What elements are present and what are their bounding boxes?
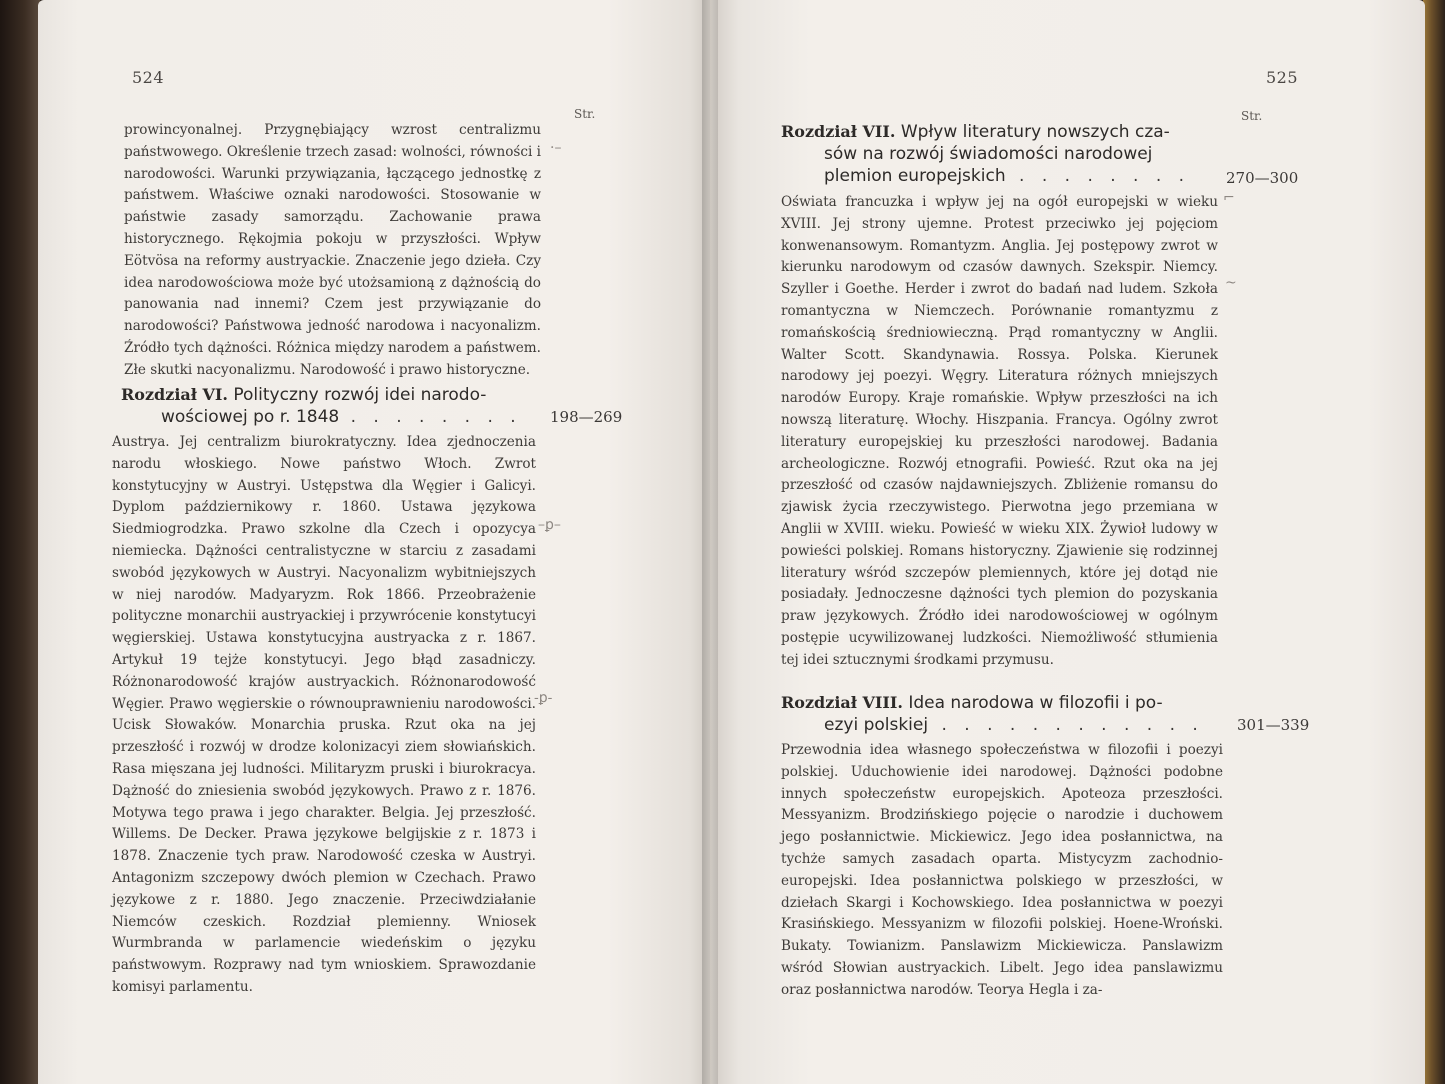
margin-pencil-mark: ·–	[550, 140, 562, 156]
chapter-7-text: Oświata francuzka i wpływ jej na ogół europejski w wieku XVIII. Jej strony ujemne. Protest przeciwko jej pojęciom konwenansowym. Romantyzm. Anglia. Jej postępowy zwrot w kierunku narodowym od czasów dawnych. Szekspir. Niemcy. Szyller i Goethe. Herder i zwrot do badań nad ludem. Szkoła romantyczna w Niemczech. Porównanie romantyzmu z romańskością średniowieczną. Prąd romantyczny w Anglii. Walter Scott. Skandynawia. Rossya. Polska. Kierunek narodowy jej poezyi. Węgry. Literatura różnych mniejszych narodów Europy. Kraje romańskie. Wpływ przeszłości na ich nowszą literaturę. Włochy. Hiszpania. Francya. Ogólny zwrot literatury europejskiej ku przeszłości narodowej. Badania archeologiczne. Rozwój etnografii. Powieść. Rzut oka na jej przeszłość od czasów najdawniejszych. Zbliżenie romansu do zjawisk życia rzeczywistego. Pierwotna jego przemiana w Anglii w XVIII. wieku. Powieść w wieku XIX. Żywioł ludowy w powieści polskiej. Romans historyczny. Zjawienie się rodzinnej literatury wśród szczepów plemiennych, które jej dotąd nie posiadały. Jednoczesne dążności tych plemion do pozyskania praw językowych. Źródło idei narodowościowej w ogólnym postępie ucywilizowanej ludzkości. Niemożliwość stłumienia tej idei sztucznymi środkami przymusu.	[781, 194, 1218, 668]
chapter-7-title-line2: sów na rozwój świadomości narodowej	[824, 144, 1153, 164]
chapter-7-heading	[781, 121, 1190, 187]
chapter-6-pages: 198—269	[550, 408, 623, 426]
left-str-label: Str.	[574, 107, 596, 121]
chapter-8-title-line1: Idea narodowa w filozofii i po-	[908, 693, 1163, 713]
chapter-8-label: Rozdział VIII.	[781, 693, 903, 712]
right-page-number: 525	[1266, 68, 1299, 87]
chapter-7-paragraph	[781, 192, 1218, 672]
margin-pencil-mark: ~	[1225, 275, 1237, 291]
right-page	[710, 0, 1425, 1084]
left-intro-paragraph	[124, 120, 541, 382]
chapter-7-title-line3: plemion europejskich	[824, 166, 1006, 186]
chapter-8-title-line2: ezyi polskiej	[824, 715, 929, 735]
chapter-6-text: Austrya. Jej centralizm biurokratyczny. Idea zjednoczenia narodu włoskiego. Nowe państwo Włoch. Zwrot konstytucyjny w Austryi. Ustępstwa dla Węgier i Galicyi. Dyplom październikowy r. 1860. Ustawa językowa Siedmiogrodzka. Prawo szkolne dla Czech i opozycya niemiecka. Dążności centralistyczne w starciu z zasadami swobód językowych w Austryi. Nacyonalizm wybitniejszych w niej narodów. Madyaryzm. Rok 1866. Przeobrażenie polityczne monarchii austryackiej i przywrócenie konstytucyi węgierskiej. Ustawa konstytucyjna austryacka z r. 1867. Artykuł 19 tejże konstytucyi. Jego błąd zasadniczy. Różnonarodowość krajów austryackich. Różnonarodowość Węgier. Prawo węgierskie o równouprawnieniu narodowości. Ucisk Słowaków. Monarchia pruska. Rzut oka na jej przeszłość i rozwój w drodze kolonizacyi ziem słowiańskich. Rasa mięszana jej ludności. Militaryzm pruski i biurokracya. Dążność do zniesienia swobód językowych. Prawo z r. 1876. Motywa tego prawa i jego charakter. Belgia. Jej przeszłość. Willems. De Decker. Prawa językowe belgijskie z r. 1873 i 1878. Znaczenie tych praw. Narodowość czeska w Austryi. Antagonizm szczepowy dwóch plemion w Czechach. Prawo językowe z r. 1880. Jego znaczenie. Przeciwdziałanie Niemców czeskich. Rozdział plemienny. Wniosek Wurmbranda w parlamencie wiedeńskim o języku państwowym. Rozprawy nad tym wnioskiem. Sprawozdanie komisyi parlamentu.	[112, 434, 536, 995]
chapter-8-text: Przewodnia idea własnego społeczeństwa w filozofii i poezyi polskiej. Uduchowienie idei narodowej. Dążności podobne innych społeczeństw europejskich. Apoteoza przeszłości. Messyanizm. Brodzińskiego pojęcie o narodzie i duchowem jego posłannictwie. Mickiewicz. Jego idea posłannictwa, na tychże samych zasadach oparta. Mistycyzm zachodnio-europejski. Idea posłannictwa polskiego w przeszłości, w dziełach Skargi i Kochowskiego. Idea posłannictwa w poezyi Krasińskiego. Messyanizm w filozofii polskiej. Hoene-Wroński. Bukaty. Towianizm. Panslawizm Mickiewicza. Panslawizm wśród Słowian austryackich. Libelt. Jego idea panslawizmu oraz posłannictwa narodów. Teorya Hegla i za-	[781, 742, 1223, 998]
book-cover-right-edge	[1423, 0, 1445, 1084]
chapter-7-dots: . . . . . . . .	[1019, 166, 1191, 186]
chapter-8-pages: 301—339	[1237, 716, 1310, 734]
chapter-7-title-line1: Wpływ literatury nowszych cza-	[900, 122, 1170, 142]
left-intro-text: prowincyonalnej. Przygnębiający wzrost centralizmu państwowego. Określenie trzech zasad: wolności, równości i narodowości. Warunki przywiązania, łączącego jednostkę z państwem. Właściwe oznaki narodowości. Stosowanie w państwie zasady samorządu. Zachowanie prawa historycznego. Rękojmia pokoju w przyszłości. Wpływ Eötvösa na reformy austryackie. Znaczenie jego dzieła. Czy idea narodowościowa może być utożsamioną z dążnością do panowania nad innemi? Czem jest przywiązanie do narodowości? Państwowa jedność narodowa i nacyonalizm. Źródło tych dążności. Różnica między narodem a państwem. Złe skutki nacyonalizmu. Narodowość i prawo historyczne.	[124, 122, 541, 378]
left-page-number: 524	[132, 68, 165, 87]
right-str-label: Str.	[1241, 109, 1263, 123]
chapter-7-pages: 270—300	[1226, 169, 1299, 187]
chapter-6-title-line1: Polityczny rozwój idei narodo-	[233, 385, 487, 405]
chapter-6-dots: . . . . . . . .	[350, 407, 522, 427]
book-cover-left-edge	[0, 0, 40, 1084]
chapter-7-label: Rozdział VII.	[781, 122, 896, 141]
chapter-6-label: Rozdział VI.	[121, 385, 228, 404]
chapter-8-heading	[781, 692, 1204, 736]
left-page	[38, 0, 710, 1084]
book-spine	[702, 0, 718, 1084]
chapter-6-heading	[121, 384, 522, 428]
chapter-6-paragraph	[112, 432, 536, 999]
margin-pencil-mark: ⌐	[1223, 190, 1235, 206]
margin-pencil-mark: –ꝑ–	[538, 517, 561, 533]
chapter-8-paragraph	[781, 740, 1223, 1002]
chapter-8-dots: . . . . . . . . . . . .	[941, 715, 1204, 735]
chapter-6-title-line2: wościowej po r. 1848	[161, 407, 340, 427]
margin-pencil-mark: -ꝑ-	[534, 690, 553, 706]
